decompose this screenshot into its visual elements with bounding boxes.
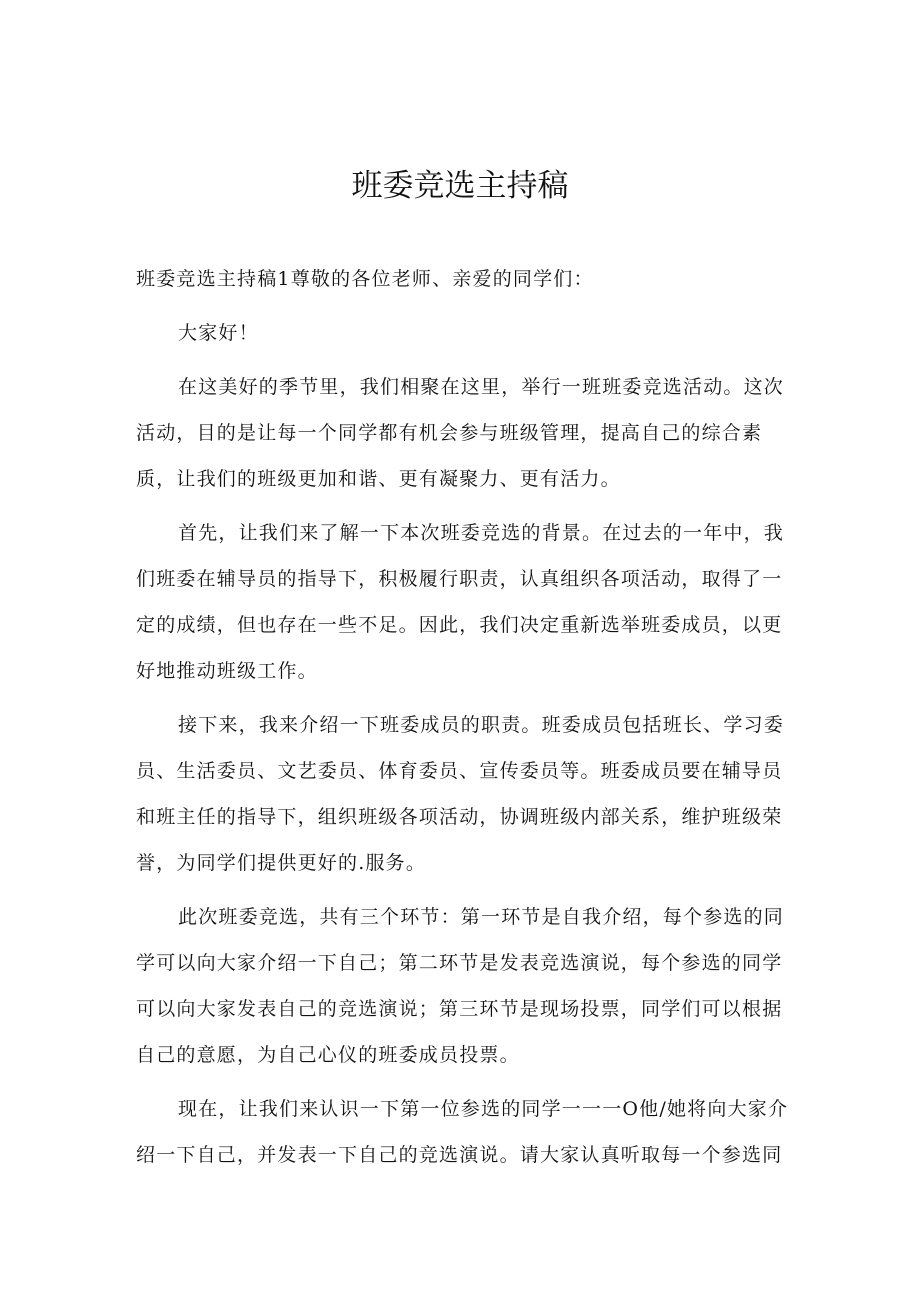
paragraph-salutation: 班委竞选主持稿1尊敬的各位老师、亲爱的同学们： — [136, 268, 594, 290]
paragraph-opening: 在这美好的季节里，我们相聚在这里，举行一班班委竞选活动。这次活动，目的是让每一个同学都有机会参与班级管理，提高自己的综合素质，让我们的班级更加和谐、更有凝聚力、更有活力。 — [136, 376, 785, 490]
paragraph-duties: 接下来，我来介绍一下班委成员的职责。班委成员包括班长、学习委员、生活委员、文艺委员、体育委员、宣传委员等。班委成员要在辅导员和班主任的指导下，组织班级各项活动，协调班级内部关系，维护班级荣誉，为同学们提供更好的.服务。 — [136, 714, 785, 874]
document-title: 班委竞选主持稿 — [351, 168, 569, 204]
paragraph-background: 首先，让我们来了解一下本次班委竞选的背景。在过去的一年中，我们班委在辅导员的指导下，积极履行职责，认真组织各项活动，取得了一定的成绩，但也存在一些不足。因此，我们决定重新选举班委成员，以更好地推动班级工作。 — [136, 522, 785, 682]
paragraph-process: 此次班委竞选，共有三个环节：第一环节是自我介绍，每个参选的同学可以向大家介绍一下自己；第二环节是发表竞选演说，每个参选的同学可以向大家发表自己的竞选演说；第三环节是现场投票，同学们可以根据自己的意愿，为自己心仪的班委成员投票。 — [136, 906, 785, 1066]
document-body — [136, 256, 790, 1186]
paragraph-greeting: 大家好！ — [178, 322, 259, 344]
paragraph-first-candidate: 现在，让我们来认识一下第一位参选的同学一一一O他/她将向大家介绍一下自己，并发表一下自己的竞选演说。请大家认真听取每一个参选同 — [136, 1098, 789, 1166]
